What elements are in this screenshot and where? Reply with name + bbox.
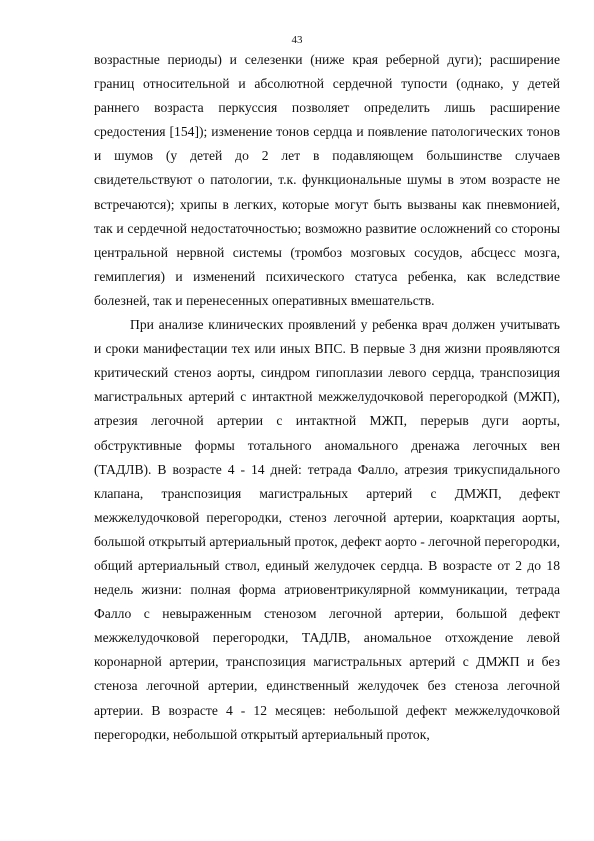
paragraph-manifestation-timing: При анализе клинических проявлений у ребенка врач должен учитывать и сроки манифестации тех или иных ВПС. В первые 3 дня жизни проявляются критический стеноз аорты, синдром гипоплазии левого сердца, транспозиция магистральных артерий с интактной межжелудочковой перегородкой (МЖП), атрезия легочной артерии с интактной МЖП, перерыв дуги аорты, обструктивные формы тотального аномального дренажа легочных вен (ТАДЛВ). В возрасте 4 ‑ 14 дней: тетрада Фалло, атрезия трикуспидального клапана, транспозиция магистральных артерий с ДМЖП, дефект межжелудочковой перегородки, стеноз легочной артерии, коарктация аорты, большой открытый артериальный проток, дефект аорто ‑ легочной перегородки, общий артериальный ствол, единый желудочек сердца. В возрасте от 2 до 18 недель жизни: полная форма атриовентрикулярной коммуникации, тетрада Фалло с невыраженным стенозом легочной артерии, большой дефект межжелудочковой перегородки, ТАДЛВ, аномальное отхождение левой коронарной артерии, транспозиция магистральных артерий с ДМЖП и без стеноза легочной артерии, единственный желудочек без стеноза легочной артерии. В возрасте 4 ‑ 12 месяцев: небольшой дефект межжелудочковой перегородки, небольшой открытый артериальный проток, [94, 317, 560, 742]
paragraph-continuation: возрастные периоды) и селезенки (ниже края реберной дуги); расширение границ относительной и абсолютной сердечной тупости (однако, у детей раннего возраста перкуссия позволяет определить лишь расширение средостения [154]); изменение тонов сердца и появление патологических тонов и шумов (у детей до 2 лет в подавляющем большинстве случаев свидетельствуют о патологии, т.к. функциональные шумы в этом возрасте не встречаются); хрипы в легких, которые могут быть вызваны как пневмонией, так и сердечной недостаточностью; возможно развитие осложнений со стороны центральной нервной системы (тромбоз мозговых сосудов, абсцесс мозга, гемиплегия) и изменений психического статуса ребенка, как вследствие болезней, так и перенесенных оперативных вмешательств. [94, 52, 560, 308]
page-number: 43 [291, 34, 303, 46]
body-text [94, 48, 560, 747]
